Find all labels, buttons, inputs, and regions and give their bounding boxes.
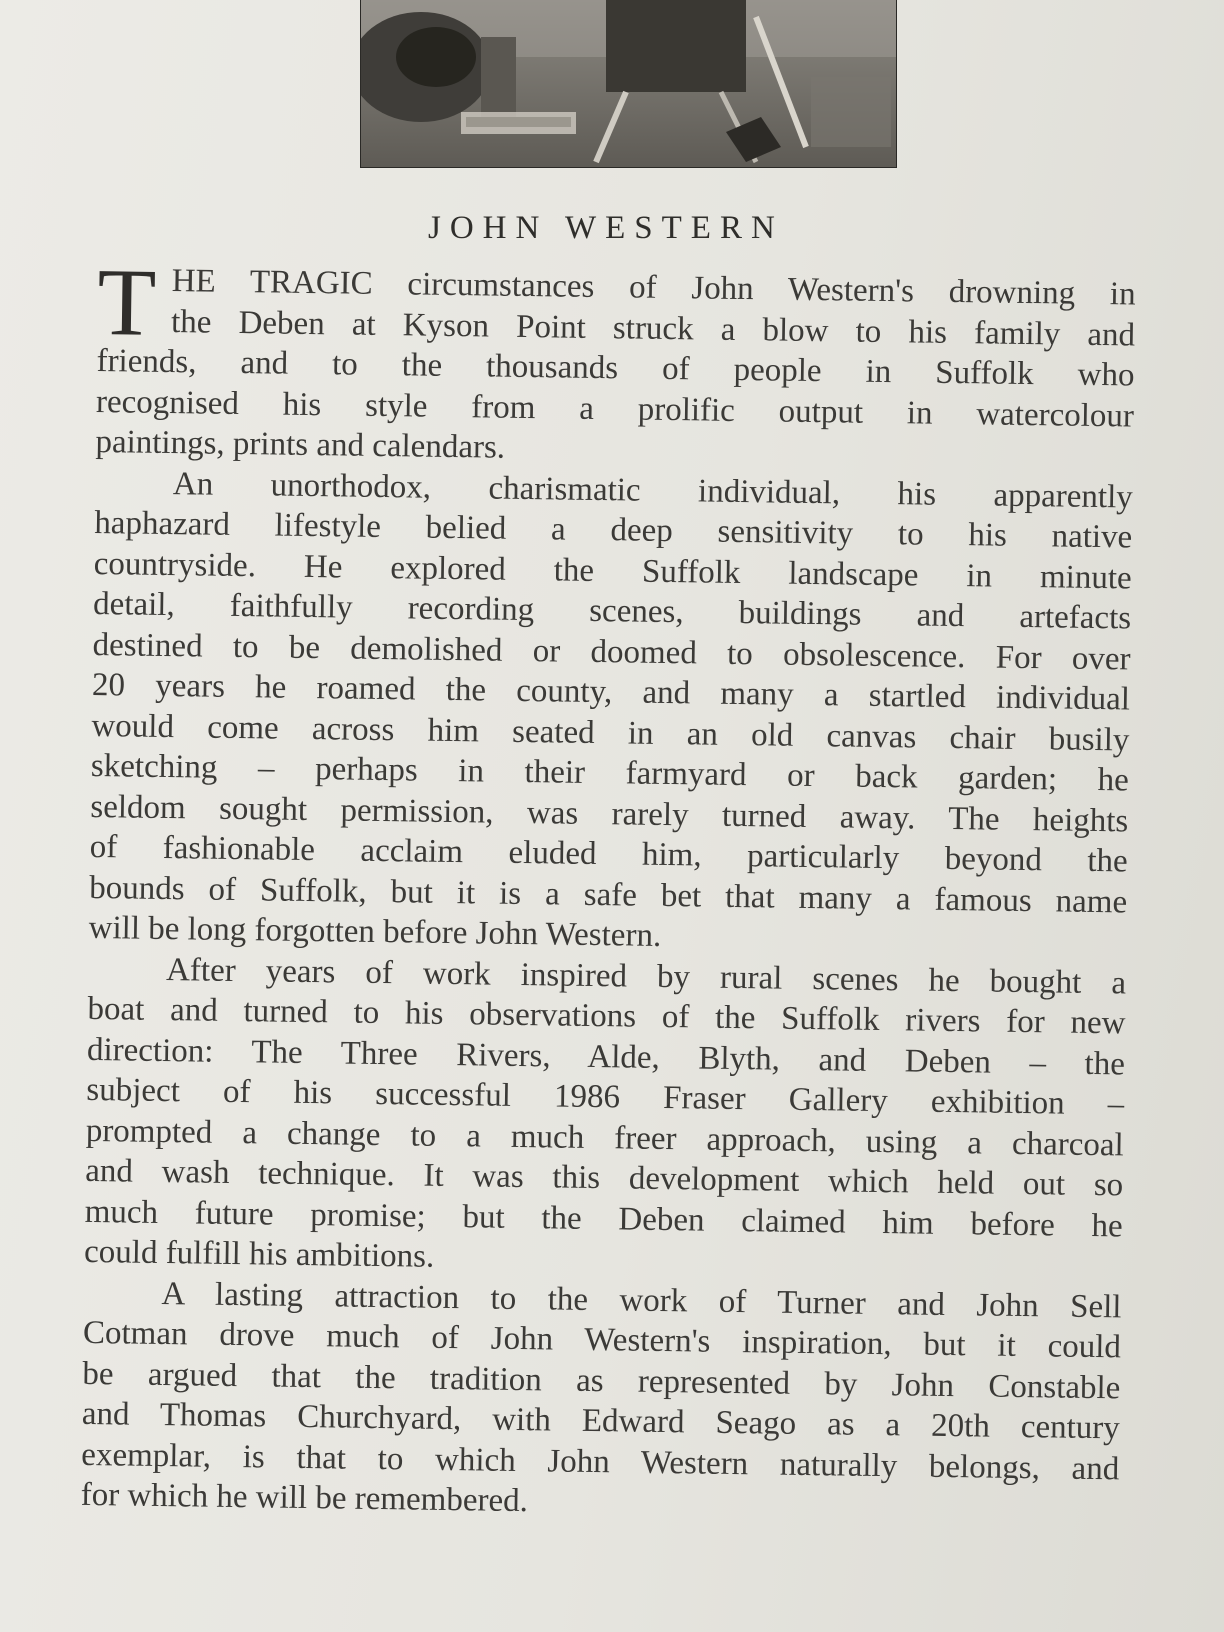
- text-line: An unorthodox, charismatic individual, his apparently: [172, 465, 1134, 515]
- text-line: detail, faithfully recording scenes, buildings and artefacts: [92, 585, 1132, 637]
- text-line: boat and turned to his observations of the Suffolk rivers for new: [87, 990, 1126, 1042]
- text-line: could fulfill his ambitions.: [83, 1233, 435, 1275]
- photograph: [360, 0, 897, 168]
- paragraph-1: [95, 248, 1136, 477]
- text-line: bounds of Suffolk, but it is a safe bet that many a famous name: [88, 869, 1128, 920]
- text-line: recognised his style from a prolific output in watercolour: [95, 383, 1135, 434]
- text-line: the Deben at Kyson Point struck a blow to his family and: [170, 303, 1136, 353]
- article-body: [80, 248, 1136, 1530]
- text-line: and wash technique. It was this development which held out so: [85, 1152, 1124, 1204]
- text-line: destined to be demolished or doomed to obsolescence. For over: [92, 626, 1131, 677]
- text-line: friends, and to the thousands of people in Suffolk who: [96, 342, 1135, 394]
- text-line: countryside. He explored the Suffolk landscape in minute: [93, 545, 1132, 596]
- text-line: prompted a change to a much freer approach, using a charcoal: [85, 1112, 1124, 1163]
- text-line: much future promise; but the Deben claimed him before he: [84, 1193, 1123, 1244]
- text-line: After years of work inspired by rural scenes he bought a: [165, 951, 1127, 1001]
- text-line: paintings, prints and calendars.: [95, 423, 506, 466]
- text-line: HE TRAGIC circumstances of John Western's drowning in: [171, 263, 1136, 313]
- page-title: JOHN WESTERN: [428, 210, 784, 246]
- text-line: Cotman drove much of John Western's inspiration, but it could: [82, 1314, 1122, 1366]
- text-line: haphazard lifestyle belied a deep sensitivity to his native: [94, 504, 1133, 556]
- drop-cap: T: [96, 248, 157, 356]
- text-line: A lasting attraction to the work of Turner and John Sell: [161, 1275, 1122, 1325]
- text-line: subject of his successful 1986 Fraser Gallery exhibition –: [86, 1071, 1125, 1123]
- text-line: would come across him seated in an old canvas chair busily: [91, 707, 1130, 758]
- paragraph-3: [84, 948, 1126, 1286]
- text-line: sketching – perhaps in their farmyard or back garden; he: [90, 747, 1130, 799]
- paragraph-4: [80, 1272, 1121, 1529]
- photograph-image: [361, 0, 896, 167]
- text-line: 20 years he roamed the county, and many a startled individual: [91, 666, 1131, 718]
- paragraph-2: [88, 462, 1133, 962]
- text-line: for which he will be remembered.: [80, 1476, 529, 1520]
- text-line: seldom sought permission, was rarely turned away. The heights: [90, 788, 1129, 839]
- text-line: exemplar, is that to which John Western naturally belongs, and: [81, 1436, 1120, 1487]
- text-line: be argued that the tradition as represented by John Constable: [82, 1355, 1121, 1406]
- text-line: will be long forgotten before John Western.: [88, 909, 662, 954]
- text-line: and Thomas Churchyard, with Edward Seago as a 20th century: [81, 1395, 1121, 1447]
- text-line: of fashionable acclaim eluded him, particularly beyond the: [89, 828, 1128, 880]
- text-line: direction: The Three Rivers, Alde, Blyth, and Deben – the: [86, 1031, 1126, 1082]
